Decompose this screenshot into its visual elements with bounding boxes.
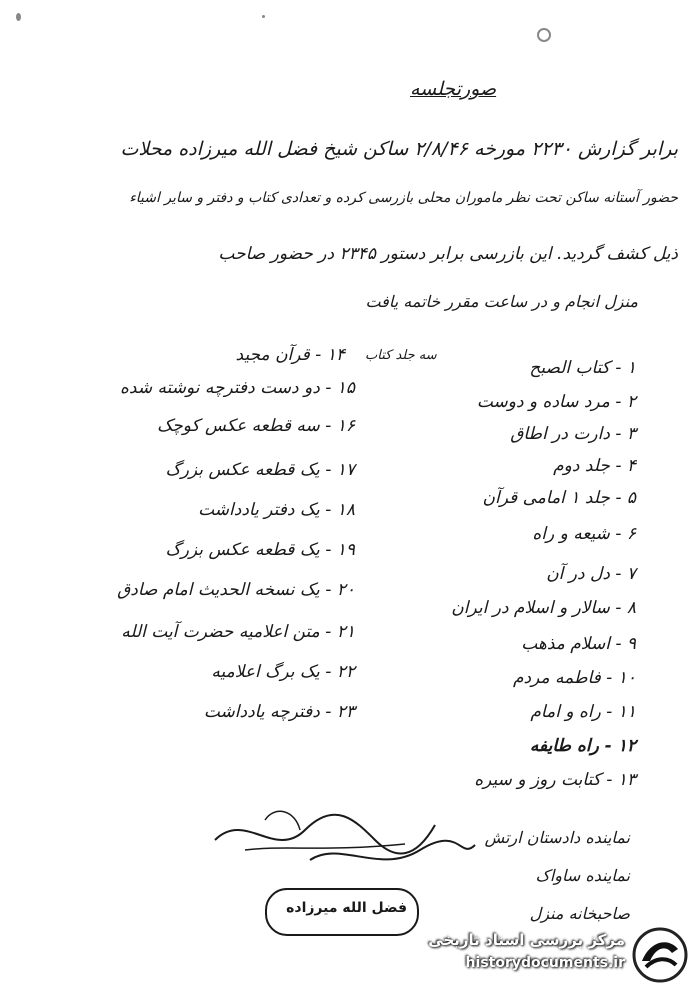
list-item: ۸ - سالار و اسلام در ایران — [451, 598, 636, 618]
list-item: ۵ - جلد ۱ امامی قرآن — [482, 488, 636, 508]
list-item: ۳ - دارت در اطاق — [510, 424, 636, 444]
list-item: ۱ - کتاب الصبح — [529, 358, 636, 378]
body-line-3: ذیل کشف گردید. این بازرسی برابر دستور ۲۳۴۵ در حضور صاحب — [218, 244, 678, 264]
scan-speck — [262, 15, 265, 18]
watermark-badge — [425, 925, 690, 983]
watermark-org: مرکز بررسی اسناد تاریخی — [428, 931, 625, 949]
signature-line-1: نماینده دادستان ارتش — [484, 828, 630, 847]
body-line-1: برابر گزارش ۲۲۳۰ مورخه ۲/۸/۴۶ ساکن شیخ فضل الله میرزاده محلات — [120, 138, 678, 160]
list-item: ۱۶ - سه قطعه عکس کوچک — [157, 416, 355, 436]
scan-speck — [16, 13, 21, 21]
list-item: ۷ - دل در آن — [546, 564, 636, 584]
list-annotation: سه جلد کتاب — [365, 348, 437, 363]
list-item: ۱۵ - دو دست دفترچه نوشته شده — [119, 378, 355, 398]
watermark-site: historydocuments.ir — [465, 955, 625, 971]
list-item: ۹ - اسلام مذهب — [521, 634, 636, 654]
list-item: ۱۳ - کتابت روز و سیره — [474, 770, 636, 790]
archive-logo-icon — [632, 927, 688, 983]
signature-scribble — [300, 830, 480, 880]
list-item: ۶ - شیعه و راه — [532, 524, 636, 544]
list-item: ۲۰ - یک نسخه الحدیث امام صادق — [117, 580, 355, 600]
list-item: ۱۸ - یک دفتر یادداشت — [198, 500, 355, 520]
list-item: ۲ - مرد ساده و دوست — [476, 392, 636, 412]
body-line-2: حضور آستانه ساکن تحت نظر ماموران محلی بازرسی کرده و تعدادی کتاب و دفتر و سایر اشیاء — [129, 190, 678, 206]
list-item: ۱۱ - راه و امام — [530, 702, 636, 722]
list-item: ۲۲ - یک برگ اعلامیه — [211, 662, 355, 682]
list-item: ۱۴ - قرآن مجید — [235, 345, 345, 365]
document-title: صورتجلسه — [410, 78, 497, 100]
list-item: ۱۷ - یک قطعه عکس بزرگ — [165, 460, 355, 480]
list-item: ۴ - جلد دوم — [553, 456, 636, 476]
list-item: ۱۰ - فاطمه مردم — [513, 668, 636, 688]
list-item: ۲۱ - متن اعلامیه حضرت آیت الله — [121, 622, 355, 642]
body-line-4: منزل انجام و در ساعت مقرر خاتمه یافت — [365, 292, 638, 311]
list-item: ۱۲ - راه طایفه — [529, 736, 636, 756]
signature-name-stamp: فضل الله میرزاده — [265, 888, 419, 936]
scan-speck — [537, 28, 551, 42]
signature-line-2: نماینده ساواک — [535, 866, 630, 885]
list-item: ۱۹ - یک قطعه عکس بزرگ — [165, 540, 355, 560]
signature-line-3: صاحبخانه منزل — [529, 904, 630, 923]
list-item: ۲۳ - دفترچه یادداشت — [203, 702, 355, 722]
